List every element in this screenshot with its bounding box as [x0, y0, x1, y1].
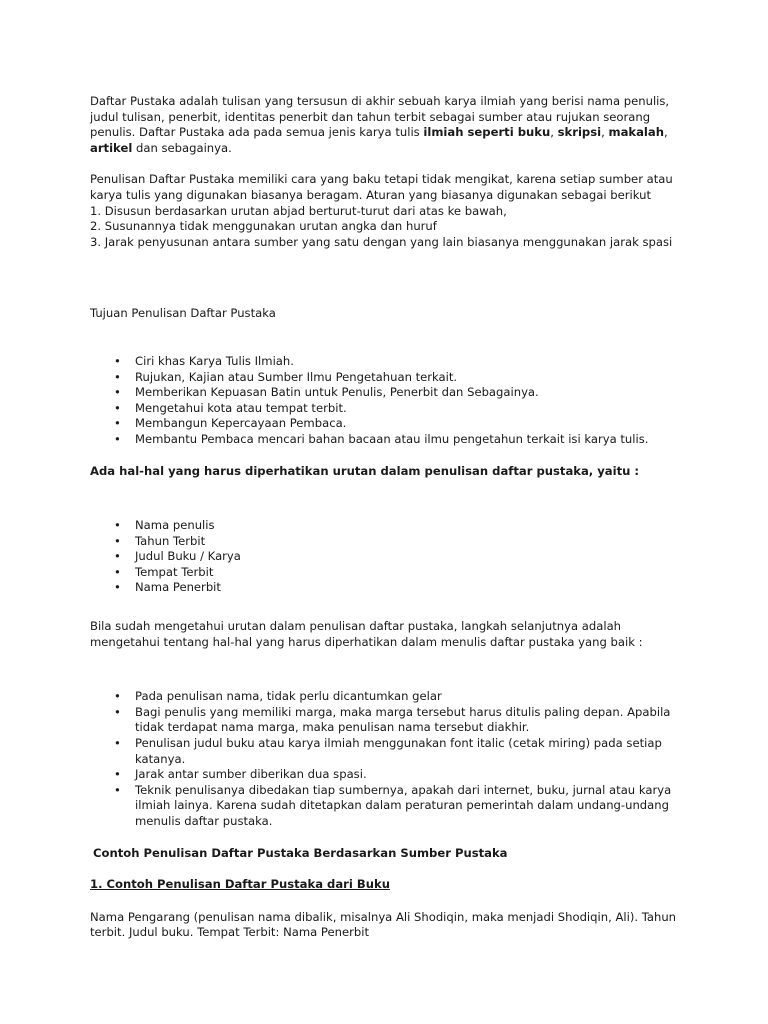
list-item: • Membangun Kepercayaan Pembaca.: [90, 416, 690, 432]
list-item: • Penulisan judul buku atau karya ilmiah menggunakan font italic (cetak miring) pada setiap katanya.: [90, 736, 690, 767]
list-item: • Memberikan Kepuasan Batin untuk Penulis, Penerbit dan Sebagainya.: [90, 385, 690, 401]
intro-text: Daftar Pustaka adalah tulisan yang tersusun di akhir sebuah karya ilmiah yang berisi nama penulis, judul tulisan, penerbit, identitas penerbit dan tahun terbit sebagai sumber atau rujukan seorang penulis. Daftar Pustaka ada pada semua jenis karya tulis: [90, 94, 670, 140]
bold-artikel: artikel: [90, 140, 133, 155]
bold-ilmiah: ilmiah seperti buku: [423, 125, 551, 140]
contoh-heading: Contoh Penulisan Daftar Pustaka Berdasarkan Sumber Pustaka: [93, 845, 508, 860]
list-item: • Judul Buku / Karya: [90, 549, 690, 565]
contoh-buku-paragraph: Nama Pengarang (penulisan nama dibalik, misalnya Ali Shodiqin, maka menjadi Shodiqin, Ali). Tahun terbit. Judul buku. Tempat Terbit: Nama Penerbit: [90, 909, 677, 940]
list-item: • Pada penulisan nama, tidak perlu dicantumkan gelar: [90, 689, 690, 705]
tujuan-list: [90, 354, 690, 448]
bold-makalah: makalah: [608, 125, 664, 140]
list-item: • Mengetahui kota atau tempat terbit.: [90, 401, 690, 417]
baik-paragraph: Bila sudah mengetahui urutan dalam penulisan daftar pustaka, langkah selanjutnya adalah mengetahui tentang hal-hal yang harus diperhatikan dalam menulis daftar pustaka yang baik :: [90, 619, 643, 649]
urutan-heading: Ada hal-hal yang harus diperhatikan urutan dalam penulisan daftar pustaka, yaitu :: [90, 463, 640, 478]
document-page: [90, 94, 690, 941]
baik-list: [90, 689, 690, 829]
separator: ,: [550, 125, 558, 140]
separator: ,: [601, 125, 609, 140]
list-item: • Tahun Terbit: [90, 534, 690, 550]
list-item: • Bagi penulis yang memiliki marga, maka marga tersebut harus ditulis paling depan. Apabila tidak terdapat nama marga, maka penulisan nama tersebut diakhir.: [90, 705, 690, 736]
list-item: • Ciri khas Karya Tulis Ilmiah.: [90, 354, 690, 370]
list-item: • Nama penulis: [90, 518, 690, 534]
intro-paragraph: [90, 94, 690, 156]
list-item: • Membantu Pembaca mencari bahan bacaan atau ilmu pengetahun terkait isi karya tulis.: [90, 432, 690, 448]
contoh-buku-heading: 1. Contoh Penulisan Daftar Pustaka dari Buku: [90, 877, 390, 892]
list-item: • Nama Penerbit: [90, 580, 690, 596]
list-item: • Jarak antar sumber diberikan dua spasi.: [90, 767, 690, 783]
separator: ,: [663, 125, 668, 140]
intro-end: dan sebagainya.: [132, 140, 232, 155]
bold-skripsi: skripsi: [557, 125, 602, 140]
rules-paragraph: Penulisan Daftar Pustaka memiliki cara yang baku tetapi tidak mengikat, karena setiap sumber atau karya tulis yang digunakan biasanya beragam. Aturan yang biasanya digunakan sebagai berikut: [90, 172, 673, 202]
rule-line: 2. Susunannya tidak menggunakan urutan angka dan huruf: [90, 219, 437, 234]
urutan-list: [90, 518, 690, 596]
rule-line: 3. Jarak penyusunan antara sumber yang satu dengan yang lain biasanya menggunakan jarak spasi: [90, 234, 673, 249]
tujuan-heading: Tujuan Penulisan Daftar Pustaka: [90, 306, 276, 321]
rule-line: 1. Disusun berdasarkan urutan abjad berturut-turut dari atas ke bawah,: [90, 203, 507, 218]
list-item: • Teknik penulisanya dibedakan tiap sumbernya, apakah dari internet, buku, jurnal atau karya ilmiah lainya. Karena sudah ditetapkan dalam peraturan pemerintah dalam undang-undang menulis daftar pustaka.: [90, 783, 690, 830]
list-item: • Rujukan, Kajian atau Sumber Ilmu Pengetahuan terkait.: [90, 370, 690, 386]
list-item: • Tempat Terbit: [90, 565, 690, 581]
